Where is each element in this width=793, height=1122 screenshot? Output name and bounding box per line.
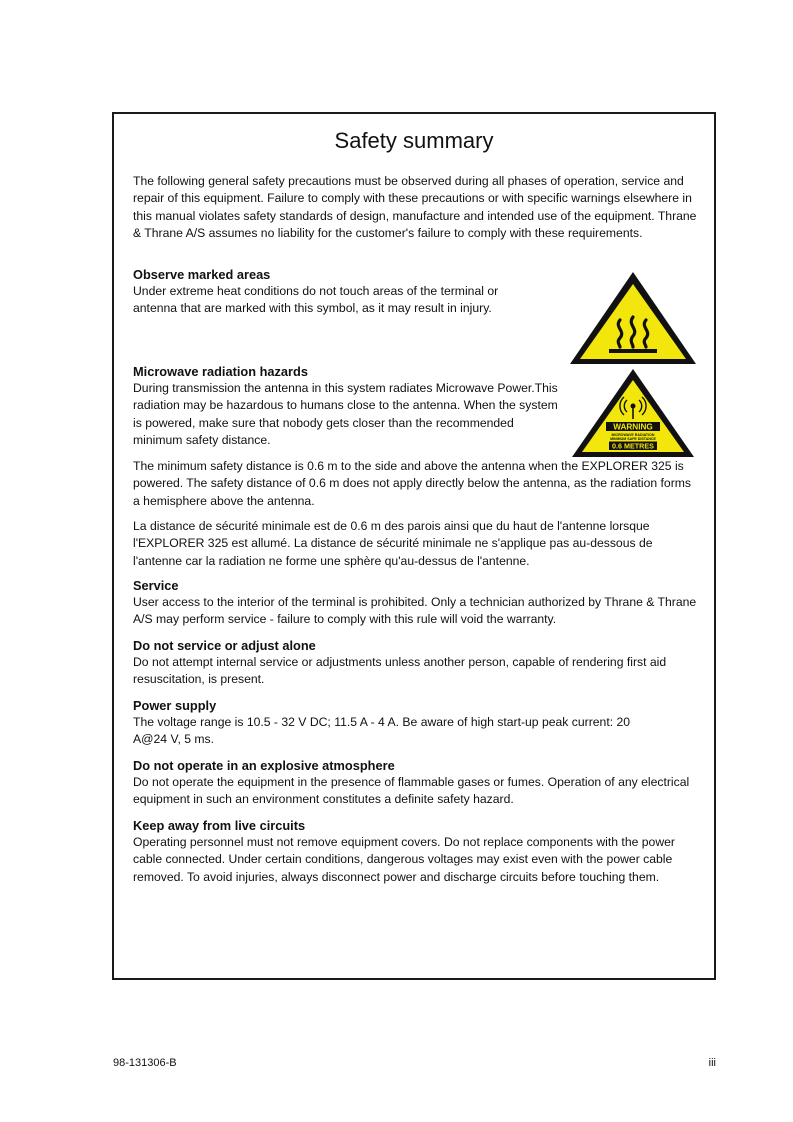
microwave-distance-paragraph: The minimum safety distance is 0.6 m to the side and above the antenna when the EXPLORER 325 is powered. The safety distance of 0.6 m does not apply directly below the antenna, as the radiation forms a hemisphere above the antenna.	[133, 459, 692, 508]
section-heading: Service	[133, 578, 179, 593]
document-number: 98-131306-B	[113, 1057, 177, 1069]
section-body: Operating personnel must not remove equipment covers. Do not replace components with the power cable connected. Under certain conditions, dangerous voltages may exist even with the power cable removed. To avoid injuries, always disconnect power and discharge circuits before touching them.	[133, 835, 675, 884]
microwave-french-paragraph: La distance de sécurité minimale est de 0.6 m des parois ainsi que du haut de l'antenne lorsque l'EXPLORER 325 est allumé. La distance de sécurité minimale ne s'applique pas au-dessous de l'antenne car la radiation ne forme une sphère qu'au-dessus de l'antenne.	[133, 519, 653, 568]
warning-distance: 0.6 METRES	[612, 441, 654, 451]
page-number: iii	[708, 1057, 716, 1069]
section-live-circuits	[133, 817, 693, 886]
intro-paragraph: The following general safety precautions must be observed during all phases of operation, service and repair of this equipment. Failure to comply with these precautions or with specific warnings elsewhere in this manual violates safety standards of design, manufacture and intended use of the equipment. Thrane & Thrane A/S assumes no liability for the customer's failure to comply with these requirements.	[133, 174, 697, 240]
section-heading: Keep away from live circuits	[133, 818, 306, 833]
section-body: User access to the interior of the terminal is prohibited. Only a technician authorized by Thrane & Thrane A/S may perform service - failure to comply with this rule will void the warranty.	[133, 595, 697, 627]
section-microwave	[133, 363, 558, 449]
safety-summary-box	[112, 112, 716, 980]
hot-surface-warning-icon	[568, 270, 698, 366]
section-heading: Do not operate in an explosive atmosphere	[133, 758, 395, 773]
page-title: Safety summary	[334, 128, 494, 153]
section-body: Do not operate the equipment in the presence of flammable gases or fumes. Operation of any electrical equipment in such an environment constitutes a definite safety hazard.	[133, 775, 690, 807]
section-heading: Observe marked areas	[133, 267, 271, 282]
warning-word: WARNING	[613, 422, 653, 432]
section-power-supply	[133, 697, 663, 749]
section-heading: Microwave radiation hazards	[133, 364, 308, 379]
warning-line-2: MINIMUM SAFE DISTANCE	[610, 437, 656, 441]
section-body: During transmission the antenna in this system radiates Microwave Power.This radiation may be hazardous to humans close to the antenna. When the system is powered, make sure that nobody gets closer than the recommended minimum safety distance.	[133, 381, 558, 447]
section-explosive-atmosphere	[133, 757, 703, 809]
section-service-alone	[133, 637, 703, 689]
section-body: The voltage range is 10.5 - 32 V DC; 11.5 A - 4 A. Be aware of high start-up peak current: 20 A@24 V, 5 ms.	[133, 715, 631, 747]
section-body: Under extreme heat conditions do not touch areas of the terminal or antenna that are marked with this symbol, as it may result in injury.	[133, 284, 499, 316]
section-service	[133, 577, 703, 629]
section-heading: Power supply	[133, 698, 217, 713]
section-heading: Do not service or adjust alone	[133, 638, 316, 653]
microwave-radiation-warning-icon	[570, 367, 696, 459]
warning-line-1: MICROWAVE RADIATION	[611, 433, 655, 437]
section-marked-areas	[133, 266, 543, 318]
section-body: Do not attempt internal service or adjustments unless another person, capable of rendering first aid resuscitation, is present.	[133, 655, 667, 687]
